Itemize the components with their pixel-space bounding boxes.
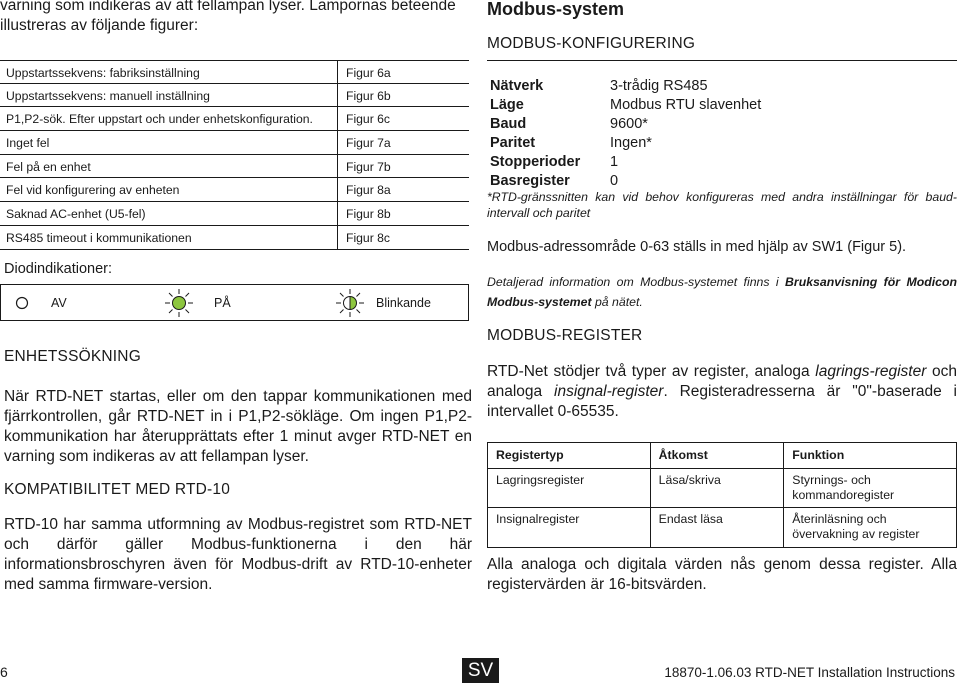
detail-text-bold: Bruksanvisning för Modicon Modbus-systemet [487, 275, 957, 309]
detail-text-part: Detaljerad information om Modbus-systemet finns i [487, 275, 786, 289]
kompatibilitet-heading: KOMPATIBILITET MED RTD-10 [4, 481, 231, 498]
table-row [0, 201, 469, 225]
config-key: Paritet [490, 135, 536, 151]
register-heading: MODBUS-REGISTER [487, 327, 643, 344]
table-row [0, 106, 469, 130]
config-list [490, 78, 950, 192]
detail-text [487, 272, 957, 312]
detail-text-part: på nätet. [591, 295, 643, 309]
table-header: Funktion [784, 443, 957, 469]
table-row [488, 508, 957, 548]
enhetssokning-heading: ENHETSSÖKNING [4, 348, 141, 365]
row-figure: Figur 8a [346, 183, 391, 197]
register-table [487, 442, 957, 548]
config-key: Baud [490, 116, 527, 132]
row-figure: Figur 7a [346, 136, 391, 150]
register-text-part: och analoga [487, 363, 957, 400]
document-reference: 18870-1.06.03 RTD-NET Installation Instructions [664, 665, 955, 680]
register-text-part: . Registeradresserna är "0"-baserade i intervallet 0-65535. [487, 383, 957, 420]
intro-paragraph: varning som indikeras av att fellampan lyser. Lampornas beteende illustreras av följande figurer: [0, 0, 456, 34]
config-key: Stopperioder [490, 154, 581, 170]
row-figure: Figur 8c [346, 231, 391, 245]
page-number: 6 [0, 664, 8, 680]
config-key: Basregister [490, 173, 570, 189]
config-row [490, 116, 950, 135]
config-heading: MODBUS-KONFIGURERING [487, 35, 696, 52]
table-row [0, 177, 469, 201]
config-key: Nätverk [490, 78, 544, 94]
config-row [490, 97, 950, 116]
config-value: 0 [610, 173, 619, 189]
config-value: Modbus RTU slavenhet [610, 97, 762, 113]
table-row [0, 225, 469, 250]
row-figure: Figur 6c [346, 112, 391, 126]
config-value: 9600* [610, 116, 648, 132]
led-on-icon [164, 288, 194, 318]
row-label: RS485 timeout i kommunikationen [6, 231, 192, 245]
config-footnote: *RTD-gränssnitten kan vid behov konfigureras med andra inställningar för baud-intervall och paritet [487, 190, 957, 220]
led-off-label: AV [51, 296, 67, 310]
table-cell: Endast läsa [650, 508, 784, 548]
row-figure: Figur 7b [346, 160, 391, 174]
table-row [0, 154, 469, 178]
register-text-italic: insignal-register [554, 383, 664, 400]
config-key: Läge [490, 97, 524, 113]
row-label: Saknad AC-enhet (U5-fel) [6, 207, 146, 221]
section-title: Modbus-system [487, 0, 625, 19]
row-label: Inget fel [6, 136, 50, 150]
config-value: Ingen* [610, 135, 652, 151]
config-row [490, 135, 950, 154]
config-value: 3-trådig RS485 [610, 78, 708, 94]
table-cell: Lagringsregister [488, 469, 651, 508]
led-off-icon [15, 296, 29, 310]
table-header: Registertyp [488, 443, 651, 469]
kompatibilitet-paragraph: RTD-10 har samma utformning av Modbus-registret som RTD-NET och därför gäller Modbus-funktionerna i den här informationsbroschyren även för Modbus-drift av RTD-10-enheter med samma firmware-version. [4, 516, 472, 593]
config-value: 1 [610, 154, 619, 170]
register-text-part: RTD-Net stödjer två typer av register, analoga [487, 363, 816, 380]
led-blink-icon [335, 288, 365, 318]
closing-paragraph: Alla analoga och digitala värden nås genom dessa register. Alla registervärden är 16-bitsvärden. [487, 556, 957, 593]
table-cell: Insignalregister [488, 508, 651, 548]
row-figure: Figur 6b [346, 89, 391, 103]
table-row [0, 83, 469, 107]
row-label: Fel på en enhet [6, 160, 91, 174]
table-header-row [488, 443, 957, 469]
language-badge: SV [462, 658, 499, 683]
led-on-label: PÅ [214, 296, 231, 310]
table-row [488, 469, 957, 508]
table-cell: Läsa/skriva [650, 469, 784, 508]
register-text-italic: lagrings-register [815, 363, 927, 380]
diode-legend-box [0, 284, 469, 321]
table-row [0, 130, 469, 154]
table-cell: Styrnings- och kommandoregister [784, 469, 957, 508]
address-text: Modbus-adressområde 0-63 ställs in med hjälp av SW1 (Figur 5). [487, 239, 907, 255]
config-row [490, 154, 950, 173]
enhetssokning-paragraph: När RTD-NET startas, eller om den tappar kommunikationen med fjärrkontrollen, går RTD-NET in i P1,P2-sökläge. Om ingen P1,P2-kommunikation har återupprättats efter 1 minut avger RTD-NET en varning som indikeras av att fellampan lyser. [4, 388, 472, 465]
diod-heading: Diodindikationer: [4, 261, 113, 277]
row-figure: Figur 6a [346, 66, 391, 80]
row-label: P1,P2-sök. Efter uppstart och under enhetskonfiguration. [6, 112, 313, 126]
table-cell: Återinläsning och övervakning av register [784, 508, 957, 548]
led-blink-label: Blinkande [376, 296, 431, 310]
table-row [0, 60, 469, 84]
row-label: Fel vid konfigurering av enheten [6, 183, 180, 197]
row-figure: Figur 8b [346, 207, 391, 221]
config-row [490, 78, 950, 97]
row-label: Uppstartssekvens: fabriksinställning [6, 66, 200, 80]
table-header: Åtkomst [650, 443, 784, 469]
config-box [487, 60, 957, 195]
row-label: Uppstartssekvens: manuell inställning [6, 89, 210, 103]
register-paragraph [487, 362, 957, 422]
